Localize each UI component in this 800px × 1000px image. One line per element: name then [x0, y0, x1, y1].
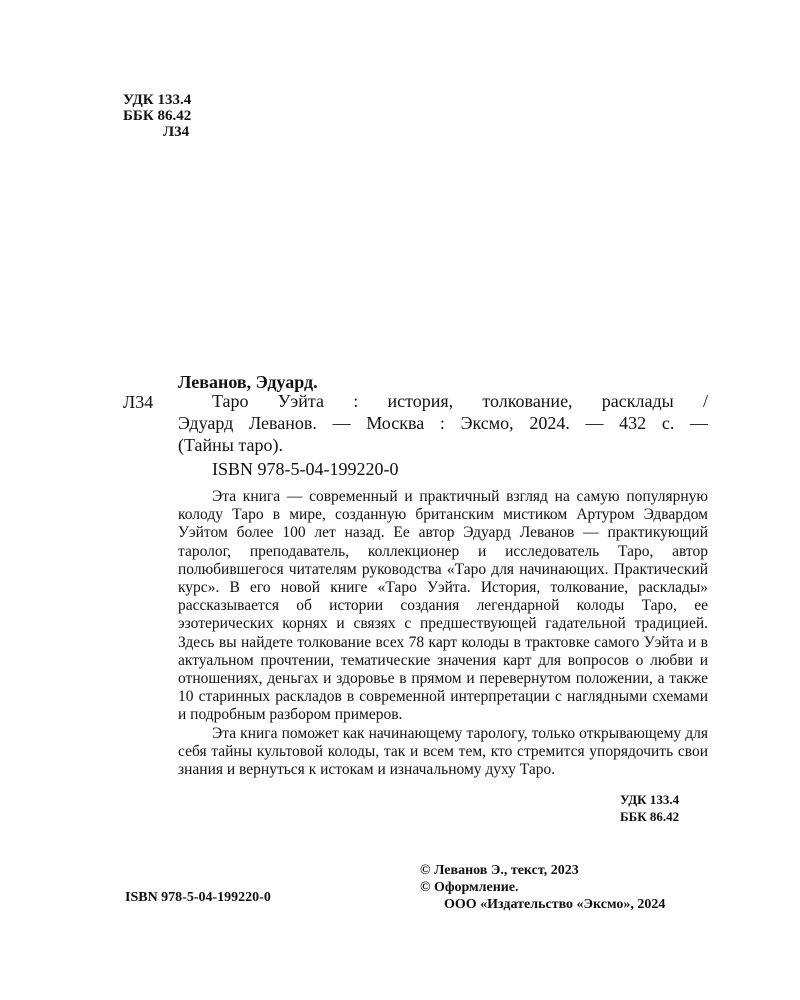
copyright-block [420, 862, 665, 913]
author-heading: Леванов, Эдуард. [178, 372, 318, 392]
catalog-codes-bottom [620, 791, 679, 825]
bbk-code: ББК 86.42 [123, 108, 192, 124]
side-author-code: Л34 [123, 392, 154, 412]
title-line: Таро Уэйта : история, толкование, расклады / [212, 391, 708, 411]
annotation-paragraph: Эта книга — современный и практичный взгляд на самую популярную колоду Таро в мире, созданную британским мистиком Артуром Эдвардом Уэйтом более 100 лет назад. Ее автор Эдуард Леванов — практикующий таролог, преподаватель, коллекционер и исследователь Таро, автор полюбившегося читателям руководства «Таро для начинающих. Практический курс». В его новой книге «Таро Уэйта. История, толкование, расклады» рассказывается об истории создания легендарной колоды Таро, ее эзотерических корнях и связях с предшествующей гадательной традицией. Здесь вы найдете толкование всех 78 карт колоды в трактовке самого Уэйта и в актуальном прочтении, тематические значения карт для вопросов о любви и отношениях, деньгах и здоровье в прямом и перевернутом положении, а также 10 старинных раскладов в современной интерпретации с наглядными схемами и подробным разбором примеров. [178, 488, 708, 724]
copyright-text: © Леванов Э., текст, 2023 [420, 863, 579, 878]
copyright-design: © Оформление. [420, 880, 519, 895]
title-description [178, 390, 708, 456]
author-code: Л34 [163, 124, 190, 140]
udk-code: УДК 133.4 [123, 92, 192, 108]
udk-code: УДК 133.4 [620, 792, 680, 807]
isbn-record: ISBN 978-5-04-199220-0 [212, 459, 399, 479]
isbn-footer: ISBN 978-5-04-199220-0 [125, 890, 271, 905]
copyright-publisher: ООО «Издательство «Эксмо», 2024 [444, 897, 666, 912]
title-line: Эдуард Леванов. — Москва : Эксмо, 2024. — 432 с. — [178, 413, 708, 433]
annotation [178, 488, 708, 779]
annotation-paragraph: Эта книга поможет как начинающему тарологу, только открывающему для себя тайны культовой колоды, так и всем тем, кто стремится упорядочить свои знания и вернуться к истокам и изначальному духу Таро. [178, 724, 708, 779]
bbk-code: ББК 86.42 [620, 809, 680, 824]
catalog-codes-top [123, 92, 191, 140]
title-line: (Тайны таро). [178, 435, 283, 455]
